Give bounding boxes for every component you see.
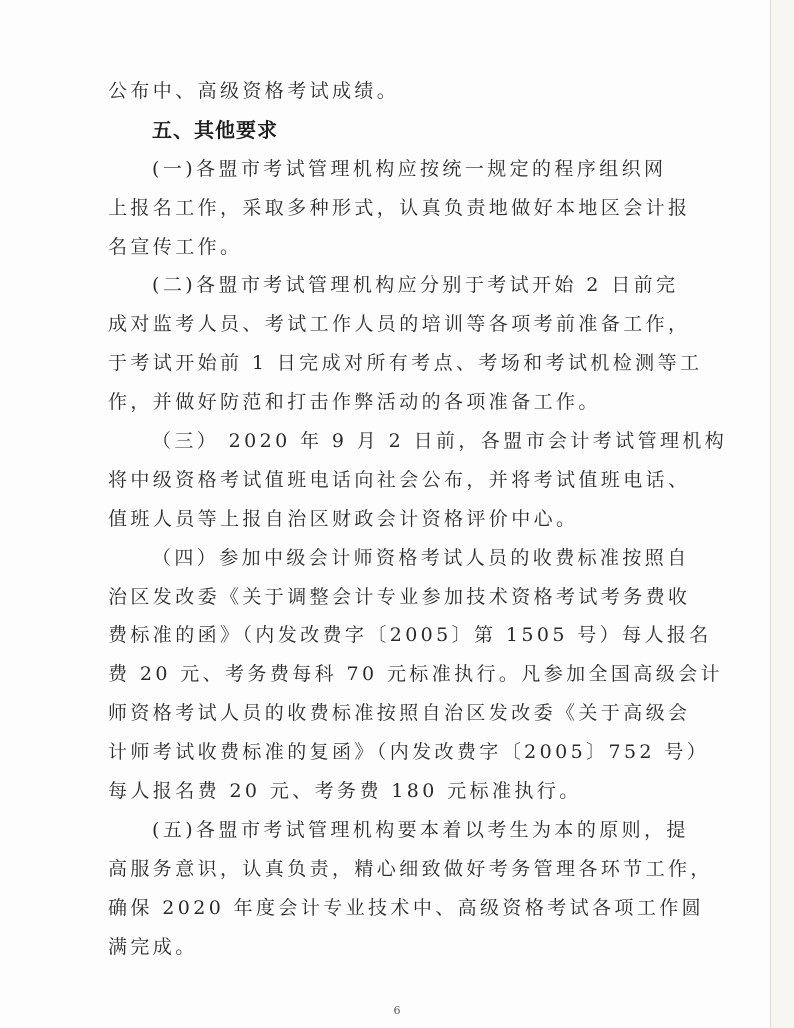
paragraph-2-line: 于考试开始前 1 日完成对所有考点、考场和考试机检测等工 [108, 352, 703, 375]
paragraph-4-line: 每人报名费 20 元、考务费 180 元标准执行。 [108, 780, 582, 803]
paragraph-1-line: 上报名工作，采取多种形式，认真负责地做好本地区会计报 [108, 196, 691, 219]
text-line: 公布中、高级资格考试成绩。 [108, 80, 400, 102]
page-number: 6 [393, 1004, 401, 1017]
paragraph-3-line: 将中级资格考试值班电话向社会公布，并将考试值班电话、 [108, 468, 691, 491]
paragraph-1-line: 名宣传工作。 [108, 235, 243, 258]
paragraph-4-line: 治区发改委《关于调整会计专业参加技术资格考试考务费收 [108, 585, 691, 608]
paragraph-4-line: 计师考试收费标准的复函》（内发改费字〔2005〕752 号） [108, 741, 710, 764]
paragraph-5-line: (五)各盟市考试管理机构要本着以考生为本的原则，提 [152, 818, 689, 841]
scan-edge [770, 0, 794, 1028]
paragraph-3-line: 值班人员等上报自治区财政会计资格评价中心。 [108, 507, 579, 530]
paragraph-1-line: (一)各盟市考试管理机构应按统一规定的程序组织网 [152, 157, 667, 180]
section-heading: 五、其他要求 [152, 117, 278, 142]
document-body [108, 72, 728, 966]
paragraph-4-line: 费标准的函》（内发改费字〔2005〕第 1505 号）每人报名 [108, 624, 712, 647]
paragraph-2-line: 作，并做好防范和打击作弊活动的各项准备工作。 [108, 391, 601, 414]
paragraph-4-line: 师资格考试人员的收费标准按照自治区发改委《关于高级会 [108, 702, 691, 725]
paragraph-5-line: 确保 2020 年度会计专业技术中、高级资格考试各项工作圆 [108, 896, 705, 919]
paragraph-3-line: （三） 2020 年 9 月 2 日前，各盟市会计考试管理机构 [152, 430, 728, 453]
paragraph-2-line: (二)各盟市考试管理机构应分别于考试开始 2 日前完 [152, 274, 679, 297]
paragraph-5-line: 满完成。 [108, 935, 198, 958]
paragraph-4-line: 费 20 元、考务费每科 70 元标准执行。凡参加全国高级会计 [108, 663, 723, 686]
paragraph-4-line: （四）参加中级会计师资格考试人员的收费标准按照自 [152, 546, 690, 569]
paragraph-5-line: 高服务意识，认真负责，精心细致做好考务管理各环节工作， [108, 857, 713, 880]
paragraph-2-line: 成对监考人员、考试工作人员的培训等各项考前准备工作， [108, 313, 691, 336]
